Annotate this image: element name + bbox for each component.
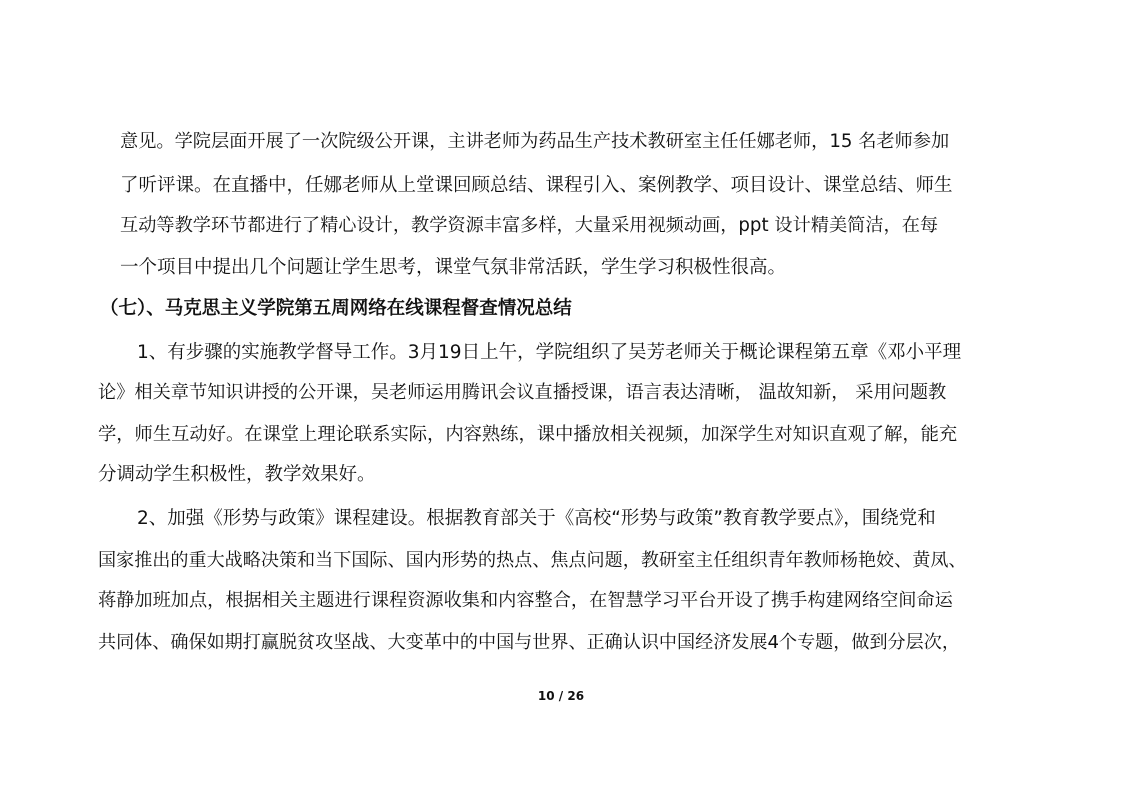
page-number: 10 / 26 (537, 689, 585, 703)
paragraph-1-line-1: 意见。学院层面开展了一次院级公开课，主讲老师为药品生产技术教研室主任任娜老师，15 名老师参加 (120, 131, 950, 152)
paragraph-2-line-4: 分调动学生积极性，教学效果好。 (98, 464, 376, 485)
paragraph-2-line-3: 学，师生互动好。在课堂上理论联系实际，内容熟练，课中播放相关视频，加深学生对知识直观了解，能充 (98, 424, 958, 445)
paragraph-3-line-3: 蒋静加班加点，根据相关主题进行课程资源收集和内容整合，在智慧学习平台开设了携手构建网络空间命运 (98, 590, 953, 611)
paragraph-3-line-2: 国家推出的重大战略决策和当下国际、国内形势的热点、焦点问题，教研室主任组织青年教师杨艳姣、黄凤、 (98, 550, 967, 571)
paragraph-3-line-1: 2、加强《形势与政策》课程建设。根据教育部关于《高校“形势与政策”教育教学要点》，围绕党和 (137, 508, 936, 529)
paragraph-1-line-4: 一个项目中提出几个问题让学生思考，课堂气氛非常活跃，学生学习积极性很高。 (120, 257, 787, 278)
section-heading: （七）、马克思主义学院第五周网络在线课程督查情况总结 (100, 298, 572, 319)
paragraph-1-line-3: 互动等教学环节都进行了精心设计，教学资源丰富多样，大量采用视频动画，ppt 设计精美简洁，在每 (120, 215, 939, 236)
paragraph-1-line-2: 了听评课。在直播中，任娜老师从上堂课回顾总结、课程引入、案例教学、项目设计、课堂总结、师生 (120, 175, 953, 196)
paragraph-2-line-2: 论》相关章节知识讲授的公开课，吴老师运用腾讯会议直播授课，语言表达清晰， 温故知新， 采用问题教 (98, 382, 947, 403)
paragraph-2-line-1: 1、有步骤的实施教学督导工作。3月19日上午，学院组织了吴芳老师关于概论课程第五章《邓小平理 (137, 342, 962, 363)
paragraph-3-line-4: 共同体、确保如期打赢脱贫攻坚战、大变革中的中国与世界、正确认识中国经济发展4个专题，做到分层次， (98, 632, 960, 653)
